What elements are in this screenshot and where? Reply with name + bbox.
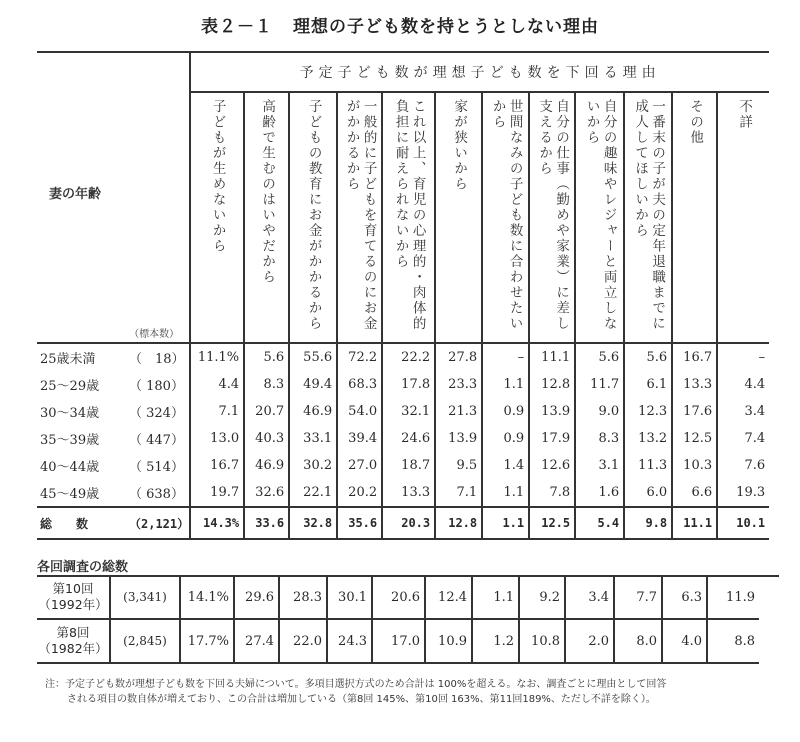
sample-size: （ 180） <box>129 379 184 394</box>
age-group: 30～34歳 <box>40 406 100 421</box>
total-cell: 11.1 <box>672 507 717 539</box>
value-cell: 1.2 <box>472 619 519 663</box>
value-cell: 13.0 <box>190 425 244 452</box>
value-cell: 17.7% <box>180 619 234 663</box>
value-cell: 55.6 <box>289 343 337 371</box>
value-cell: 8.3 <box>244 371 289 398</box>
value-cell: 1.1 <box>472 576 519 619</box>
age-header-cell <box>37 52 190 343</box>
value-cell: 68.3 <box>337 371 382 398</box>
total-cell: 33.6 <box>244 507 289 539</box>
total-cell: 5.4 <box>575 507 624 539</box>
table-row <box>37 452 769 479</box>
column-header: 世間なみの子ども数に合わせたいから <box>482 92 529 343</box>
value-cell: 49.4 <box>289 371 337 398</box>
column-header: 自分の仕事（勤めや家業）に差し支えるから <box>529 92 575 343</box>
value-cell: 12.8 <box>529 371 575 398</box>
value-cell: 10.9 <box>425 619 472 663</box>
value-cell: 20.6 <box>372 576 425 619</box>
table-title <box>0 12 800 37</box>
value-cell: 9.5 <box>435 452 482 479</box>
value-cell: 1.4 <box>482 452 529 479</box>
value-cell: 21.3 <box>435 398 482 425</box>
value-cell: 12.3 <box>624 398 672 425</box>
value-cell: 32.6 <box>244 479 289 507</box>
value-cell: 12.5 <box>672 425 717 452</box>
column-header: 高齢で生むのはいやだから <box>244 92 289 343</box>
sample-size-header: （標本数） <box>129 329 180 340</box>
sample-size: （ 447） <box>129 433 184 448</box>
age-group: 25歳未満 <box>40 352 96 367</box>
value-cell: 11.7 <box>575 371 624 398</box>
value-cell: 3.4 <box>717 398 769 425</box>
value-cell: 9.0 <box>575 398 624 425</box>
value-cell: 1.1 <box>482 479 529 507</box>
sample-size: (3,341) <box>110 576 180 619</box>
table-title-text: 理想の子ども数を持とうとしない理由 <box>293 17 599 37</box>
value-cell: 5.6 <box>575 343 624 371</box>
value-cell: – <box>717 343 769 371</box>
value-cell: 29.6 <box>234 576 279 619</box>
total-row <box>37 507 769 539</box>
sample-size: （ 514） <box>129 460 184 475</box>
total-cell: 1.1 <box>482 507 529 539</box>
age-group: 25～29歳 <box>40 379 100 394</box>
history-row <box>37 619 759 663</box>
sample-size: （ 638） <box>129 487 184 502</box>
value-cell: 5.6 <box>244 343 289 371</box>
total-cell: 35.6 <box>337 507 382 539</box>
value-cell: 24.6 <box>382 425 435 452</box>
total-label: 総 数 <box>40 516 89 531</box>
value-cell: 8.3 <box>575 425 624 452</box>
table-row <box>37 479 769 507</box>
value-cell: 4.4 <box>717 371 769 398</box>
value-cell: 22.0 <box>279 619 327 663</box>
value-cell: 3.1 <box>575 452 624 479</box>
total-cell: 9.8 <box>624 507 672 539</box>
column-header: 子どもが生めないから <box>190 92 244 343</box>
age-header: 妻の年齢 <box>49 187 102 202</box>
value-cell: 24.3 <box>327 619 372 663</box>
value-cell: 39.4 <box>337 425 382 452</box>
value-cell: 8.0 <box>614 619 662 663</box>
history-section-label: 各回調査の総数 <box>37 556 779 577</box>
value-cell: 9.2 <box>519 576 565 619</box>
value-cell: 16.7 <box>672 343 717 371</box>
table-row <box>37 398 769 425</box>
value-cell: 22.2 <box>382 343 435 371</box>
column-header: その他 <box>672 92 717 343</box>
value-cell: 11.1 <box>529 343 575 371</box>
value-cell: 7.8 <box>529 479 575 507</box>
value-cell: 14.1% <box>180 576 234 619</box>
column-header: 不詳 <box>717 92 769 343</box>
total-cell: 20.3 <box>382 507 435 539</box>
value-cell: 7.7 <box>614 576 662 619</box>
value-cell: 6.3 <box>662 576 707 619</box>
age-group: 35～39歳 <box>40 433 100 448</box>
table-row <box>37 425 769 452</box>
table-row <box>37 371 769 398</box>
value-cell: 10.8 <box>519 619 565 663</box>
age-group: 40～44歳 <box>40 460 100 475</box>
value-cell: 19.3 <box>717 479 769 507</box>
survey-label: 第10回 （1992年） <box>37 576 110 619</box>
column-header: 一般的に子どもを育てるのにお金がかかるから <box>337 92 382 343</box>
value-cell: 54.0 <box>337 398 382 425</box>
column-header: これ以上、育児の心理的・肉体的負担に耐えられないから <box>382 92 435 343</box>
value-cell: 7.6 <box>717 452 769 479</box>
value-cell: 19.7 <box>190 479 244 507</box>
value-cell: 0.9 <box>482 425 529 452</box>
sample-size: (2,845) <box>110 619 180 663</box>
value-cell: 22.1 <box>289 479 337 507</box>
value-cell: 23.3 <box>435 371 482 398</box>
table-row <box>37 343 769 371</box>
value-cell: 2.0 <box>565 619 614 663</box>
value-cell: 17.9 <box>529 425 575 452</box>
value-cell: 0.9 <box>482 398 529 425</box>
value-cell: 10.3 <box>672 452 717 479</box>
column-header: 自分の趣味やレジャーと両立しないから <box>575 92 624 343</box>
value-cell: 1.1 <box>482 371 529 398</box>
value-cell: 30.1 <box>327 576 372 619</box>
survey-label: 第8回 （1982年） <box>37 619 110 663</box>
value-cell: 17.8 <box>382 371 435 398</box>
value-cell: 11.1% <box>190 343 244 371</box>
table-number: 表２－１ <box>201 17 273 37</box>
value-cell: 13.9 <box>529 398 575 425</box>
sample-size: （ 324） <box>129 406 184 421</box>
reasons-table <box>37 51 769 540</box>
footnote-line2: される項目の数自体が増えており、この合計は増加している（第8回 145%、第10回 163%、第11回189%、ただし不詳を除く）。 <box>67 694 656 705</box>
footnote <box>45 677 785 707</box>
value-cell: 12.4 <box>425 576 472 619</box>
value-cell: 28.3 <box>279 576 327 619</box>
value-cell: – <box>482 343 529 371</box>
reason-group-header: 予定子ども数が理想子ども数を下回る理由 <box>190 52 769 92</box>
value-cell: 20.7 <box>244 398 289 425</box>
footnote-line1: 注：予定子ども数が理想子ども数を下回る夫婦について。多項目選択方式のため合計は 100%を超える。なお、調査ごとに理由として回答 <box>45 679 667 690</box>
history-row <box>37 576 759 619</box>
total-cell: 14.3% <box>190 507 244 539</box>
value-cell: 11.9 <box>707 576 759 619</box>
value-cell: 72.2 <box>337 343 382 371</box>
value-cell: 4.4 <box>190 371 244 398</box>
history-table <box>37 576 759 664</box>
value-cell: 16.7 <box>190 452 244 479</box>
value-cell: 40.3 <box>244 425 289 452</box>
value-cell: 27.8 <box>435 343 482 371</box>
value-cell: 6.0 <box>624 479 672 507</box>
value-cell: 18.7 <box>382 452 435 479</box>
total-cell: 32.8 <box>289 507 337 539</box>
value-cell: 20.2 <box>337 479 382 507</box>
value-cell: 8.8 <box>707 619 759 663</box>
value-cell: 27.0 <box>337 452 382 479</box>
value-cell: 13.3 <box>382 479 435 507</box>
value-cell: 13.2 <box>624 425 672 452</box>
value-cell: 17.0 <box>372 619 425 663</box>
value-cell: 33.1 <box>289 425 337 452</box>
value-cell: 1.6 <box>575 479 624 507</box>
total-cell: 12.8 <box>435 507 482 539</box>
value-cell: 12.6 <box>529 452 575 479</box>
total-cell: 10.1 <box>717 507 769 539</box>
value-cell: 6.6 <box>672 479 717 507</box>
column-header: 一番末の子が夫の定年退職までに成人してほしいから <box>624 92 672 343</box>
value-cell: 7.4 <box>717 425 769 452</box>
value-cell: 11.3 <box>624 452 672 479</box>
value-cell: 27.4 <box>234 619 279 663</box>
value-cell: 6.1 <box>624 371 672 398</box>
value-cell: 5.6 <box>624 343 672 371</box>
value-cell: 4.0 <box>662 619 707 663</box>
total-sample-size: （2,121） <box>129 516 190 531</box>
value-cell: 3.4 <box>565 576 614 619</box>
sample-size: （ 18） <box>129 352 185 367</box>
total-cell: 12.5 <box>529 507 575 539</box>
value-cell: 13.3 <box>672 371 717 398</box>
value-cell: 7.1 <box>435 479 482 507</box>
column-header: 子どもの教育にお金がかかるから <box>289 92 337 343</box>
value-cell: 7.1 <box>190 398 244 425</box>
value-cell: 46.9 <box>244 452 289 479</box>
age-group: 45～49歳 <box>40 487 100 502</box>
value-cell: 13.9 <box>435 425 482 452</box>
value-cell: 17.6 <box>672 398 717 425</box>
value-cell: 32.1 <box>382 398 435 425</box>
value-cell: 30.2 <box>289 452 337 479</box>
value-cell: 46.9 <box>289 398 337 425</box>
column-header: 家が狭いから <box>435 92 482 343</box>
